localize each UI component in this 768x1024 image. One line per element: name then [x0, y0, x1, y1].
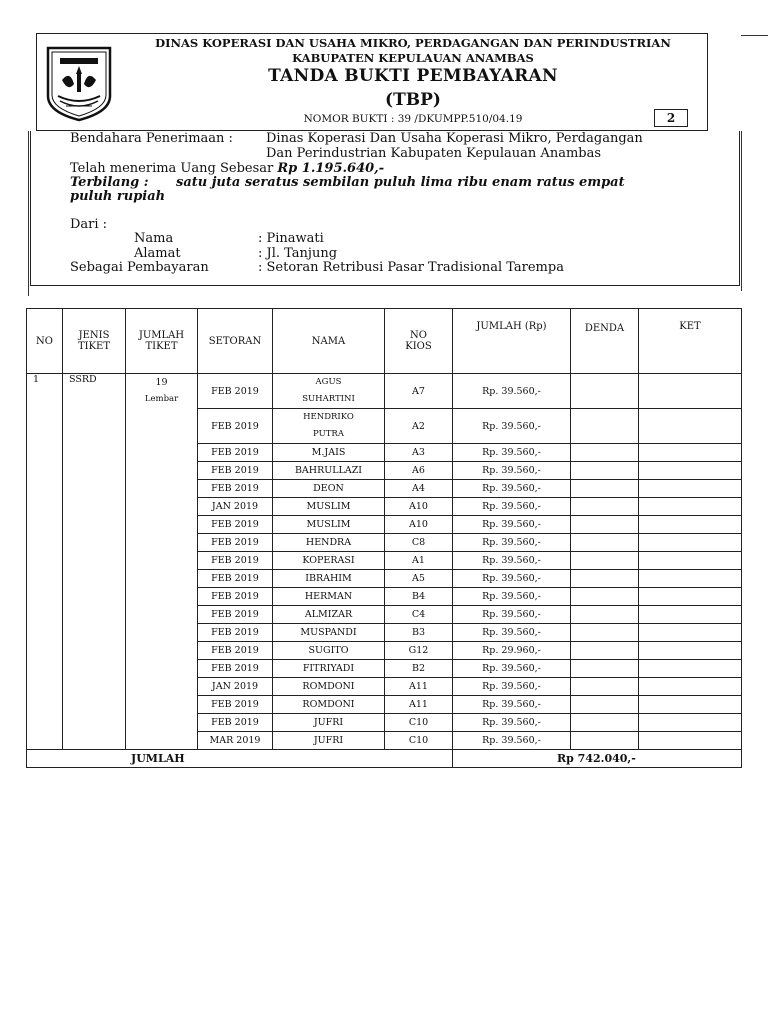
- cell-jumlah-tiket: [126, 374, 198, 750]
- cell-denda: [571, 444, 639, 462]
- cell-denda: [571, 516, 639, 534]
- cell-setoran: FEB 2019: [198, 516, 273, 534]
- cell-ket: [639, 624, 742, 642]
- cell-denda: [571, 588, 639, 606]
- cell-setoran: FEB 2019: [198, 409, 273, 444]
- cell-jumlah: Rp. 39.560,-: [453, 624, 571, 642]
- cell-denda: [571, 660, 639, 678]
- cell-ket: [639, 498, 742, 516]
- cell-kios: A5: [385, 570, 453, 588]
- cell-nama: JUFRI: [273, 732, 385, 750]
- table-total-row: [27, 750, 742, 768]
- cell-denda: [571, 678, 639, 696]
- payment-purpose-label: Sebagai Pembayaran: [70, 260, 209, 275]
- cell-kios: A2: [385, 409, 453, 444]
- table-header-row: [27, 309, 742, 374]
- col-header-jenis: JENIS TIKET: [63, 309, 126, 374]
- cell-denda: [571, 732, 639, 750]
- cell-setoran: FEB 2019: [198, 696, 273, 714]
- cell-ket: [639, 552, 742, 570]
- cell-denda: [571, 570, 639, 588]
- corner-tick: [741, 35, 768, 36]
- right-margin-line: [741, 131, 742, 291]
- address-label: Alamat: [134, 246, 181, 261]
- cell-denda: [571, 696, 639, 714]
- cell-nama: ROMDONI: [273, 678, 385, 696]
- cell-ket: [639, 534, 742, 552]
- cell-setoran: FEB 2019: [198, 642, 273, 660]
- ticket-count: 19: [155, 377, 168, 388]
- cell-nama: AGUS SUHARTINI: [273, 374, 385, 409]
- cell-nama: HENDRIKO PUTRA: [273, 409, 385, 444]
- cell-kios: A11: [385, 696, 453, 714]
- cell-nama: BAHRULLAZI: [273, 462, 385, 480]
- cell-ket: [639, 642, 742, 660]
- received-label: Telah menerima Uang Sebesar: [70, 161, 274, 176]
- cell-denda: [571, 462, 639, 480]
- cell-denda: [571, 606, 639, 624]
- received-amount: Rp 1.195.640,-: [277, 161, 385, 176]
- col-header-kios: NO KIOS: [385, 309, 453, 374]
- cell-ket: [639, 480, 742, 498]
- cell-ket: [639, 444, 742, 462]
- cell-jumlah: Rp. 39.560,-: [453, 588, 571, 606]
- col-header-no: NO: [27, 309, 63, 374]
- cell-jenis: SSRD: [63, 374, 126, 750]
- header-agency-line: DINAS KOPERASI DAN USAHA MIKRO, PERDAGANGAN DAN PERINDUSTRIAN: [155, 36, 671, 50]
- cell-kios: A7: [385, 374, 453, 409]
- cell-jumlah: Rp. 39.560,-: [453, 570, 571, 588]
- cell-ket: [639, 374, 742, 409]
- cell-kios: B2: [385, 660, 453, 678]
- treasurer-label: Bendahara Penerimaan :: [70, 131, 233, 146]
- col-header-jumlah-rp: JUMLAH (Rp): [453, 309, 571, 374]
- ticket-unit: Lembar: [144, 394, 179, 404]
- cell-nama: HENDRA: [273, 534, 385, 552]
- cell-jumlah: Rp. 39.560,-: [453, 462, 571, 480]
- cell-jumlah: Rp. 39.560,-: [453, 606, 571, 624]
- from-label: Dari :: [70, 217, 108, 232]
- cell-kios: C4: [385, 606, 453, 624]
- cell-kios: A10: [385, 498, 453, 516]
- cell-ket: [639, 732, 742, 750]
- address-value: : Jl. Tanjung: [258, 246, 338, 261]
- cell-denda: [571, 624, 639, 642]
- cell-kios: A1: [385, 552, 453, 570]
- cell-kios: C10: [385, 732, 453, 750]
- cell-jumlah: Rp. 39.560,-: [453, 696, 571, 714]
- header-regency-line: KABUPATEN KEPULAUAN ANAMBAS: [292, 51, 534, 65]
- cell-nama: MUSPANDI: [273, 624, 385, 642]
- document-title: TANDA BUKTI PEMBAYARAN: [268, 66, 558, 86]
- treasurer-value-1: Dinas Koperasi Dan Usaha Koperasi Mikro, Perdagangan: [266, 131, 643, 146]
- col-header-denda: DENDA: [571, 309, 639, 374]
- cell-kios: B4: [385, 588, 453, 606]
- cell-jumlah: Rp. 39.560,-: [453, 374, 571, 409]
- col-header-jumlah-tiket: JUMLAH TIKET: [126, 309, 198, 374]
- document-subtitle: (TBP): [385, 90, 441, 110]
- cell-ket: [639, 462, 742, 480]
- cell-denda: [571, 714, 639, 732]
- cell-nama: KOPERASI: [273, 552, 385, 570]
- col-header-setoran: SETORAN: [198, 309, 273, 374]
- cell-ket: [639, 660, 742, 678]
- terbilang-value-2: puluh rupiah: [70, 189, 166, 204]
- cell-jumlah: Rp. 39.560,-: [453, 444, 571, 462]
- cell-setoran: JAN 2019: [198, 498, 273, 516]
- left-margin-line: [28, 131, 29, 296]
- cell-kios: C8: [385, 534, 453, 552]
- cell-jumlah: Rp. 39.560,-: [453, 516, 571, 534]
- cell-jumlah: Rp. 39.560,-: [453, 552, 571, 570]
- cell-kios: B3: [385, 624, 453, 642]
- cell-no: 1: [27, 374, 63, 750]
- cell-nama: ROMDONI: [273, 696, 385, 714]
- cell-nama: SUGITO: [273, 642, 385, 660]
- spelled-amount-line-1: [70, 175, 702, 190]
- cell-setoran: FEB 2019: [198, 552, 273, 570]
- cell-ket: [639, 714, 742, 732]
- cell-ket: [639, 570, 742, 588]
- received-amount-line: [70, 161, 384, 176]
- name-value: : Pinawati: [258, 231, 324, 246]
- regency-emblem-icon: [40, 40, 118, 122]
- cell-jumlah: Rp. 39.560,-: [453, 732, 571, 750]
- cell-nama: MUSLIM: [273, 498, 385, 516]
- payment-purpose-value: : Setoran Retribusi Pasar Tradisional Tarempa: [258, 260, 564, 275]
- page-number-badge: 2: [654, 109, 688, 127]
- cell-kios: A3: [385, 444, 453, 462]
- cell-nama: IBRAHIM: [273, 570, 385, 588]
- cell-setoran: FEB 2019: [198, 534, 273, 552]
- cell-kios: A4: [385, 480, 453, 498]
- cell-setoran: FEB 2019: [198, 570, 273, 588]
- cell-nama: HERMAN: [273, 588, 385, 606]
- terbilang-value-1: satu juta seratus sembilan puluh lima ribu enam ratus empat: [176, 175, 625, 190]
- cell-denda: [571, 409, 639, 444]
- cell-setoran: FEB 2019: [198, 606, 273, 624]
- cell-denda: [571, 498, 639, 516]
- cell-setoran: FEB 2019: [198, 588, 273, 606]
- cell-jumlah: Rp. 39.560,-: [453, 498, 571, 516]
- cell-kios: A6: [385, 462, 453, 480]
- cell-setoran: FEB 2019: [198, 714, 273, 732]
- cell-setoran: MAR 2019: [198, 732, 273, 750]
- cell-setoran: FEB 2019: [198, 462, 273, 480]
- cell-ket: [639, 606, 742, 624]
- cell-jumlah: Rp. 39.560,-: [453, 660, 571, 678]
- cell-ket: [639, 696, 742, 714]
- total-label: JUMLAH: [27, 750, 453, 768]
- cell-setoran: JAN 2019: [198, 678, 273, 696]
- cell-denda: [571, 480, 639, 498]
- cell-denda: [571, 642, 639, 660]
- cell-nama: MUSLIM: [273, 516, 385, 534]
- cell-kios: A10: [385, 516, 453, 534]
- cell-nama: M.JAIS: [273, 444, 385, 462]
- receipt-number: NOMOR BUKTI : 39 /DKUMPP.510/04.19: [303, 113, 523, 125]
- cell-setoran: FEB 2019: [198, 444, 273, 462]
- cell-denda: [571, 534, 639, 552]
- table-row: [27, 374, 742, 409]
- cell-jumlah: Rp. 39.560,-: [453, 480, 571, 498]
- col-header-nama: NAMA: [273, 309, 385, 374]
- cell-ket: [639, 409, 742, 444]
- cell-setoran: FEB 2019: [198, 624, 273, 642]
- cell-jumlah: Rp. 39.560,-: [453, 678, 571, 696]
- total-value: Rp 742.040,-: [453, 750, 742, 768]
- cell-denda: [571, 552, 639, 570]
- cell-nama: DEON: [273, 480, 385, 498]
- cell-jumlah: Rp. 29.960,-: [453, 642, 571, 660]
- col-header-ket: KET: [639, 309, 742, 374]
- cell-nama: JUFRI: [273, 714, 385, 732]
- cell-jumlah: Rp. 39.560,-: [453, 409, 571, 444]
- cell-ket: [639, 588, 742, 606]
- cell-kios: C10: [385, 714, 453, 732]
- cell-kios: G12: [385, 642, 453, 660]
- cell-kios: A11: [385, 678, 453, 696]
- cell-setoran: FEB 2019: [198, 660, 273, 678]
- payment-table: [26, 308, 742, 768]
- name-label: Nama: [134, 231, 174, 246]
- cell-setoran: FEB 2019: [198, 480, 273, 498]
- cell-denda: [571, 374, 639, 409]
- cell-setoran: FEB 2019: [198, 374, 273, 409]
- cell-ket: [639, 678, 742, 696]
- cell-jumlah: Rp. 39.560,-: [453, 534, 571, 552]
- terbilang-label: Terbilang :: [70, 175, 149, 190]
- cell-nama: ALMIZAR: [273, 606, 385, 624]
- cell-jumlah: Rp. 39.560,-: [453, 714, 571, 732]
- treasurer-value-2: Dan Perindustrian Kabupaten Kepulauan Anambas: [266, 146, 602, 161]
- cell-nama: FITRIYADI: [273, 660, 385, 678]
- cell-ket: [639, 516, 742, 534]
